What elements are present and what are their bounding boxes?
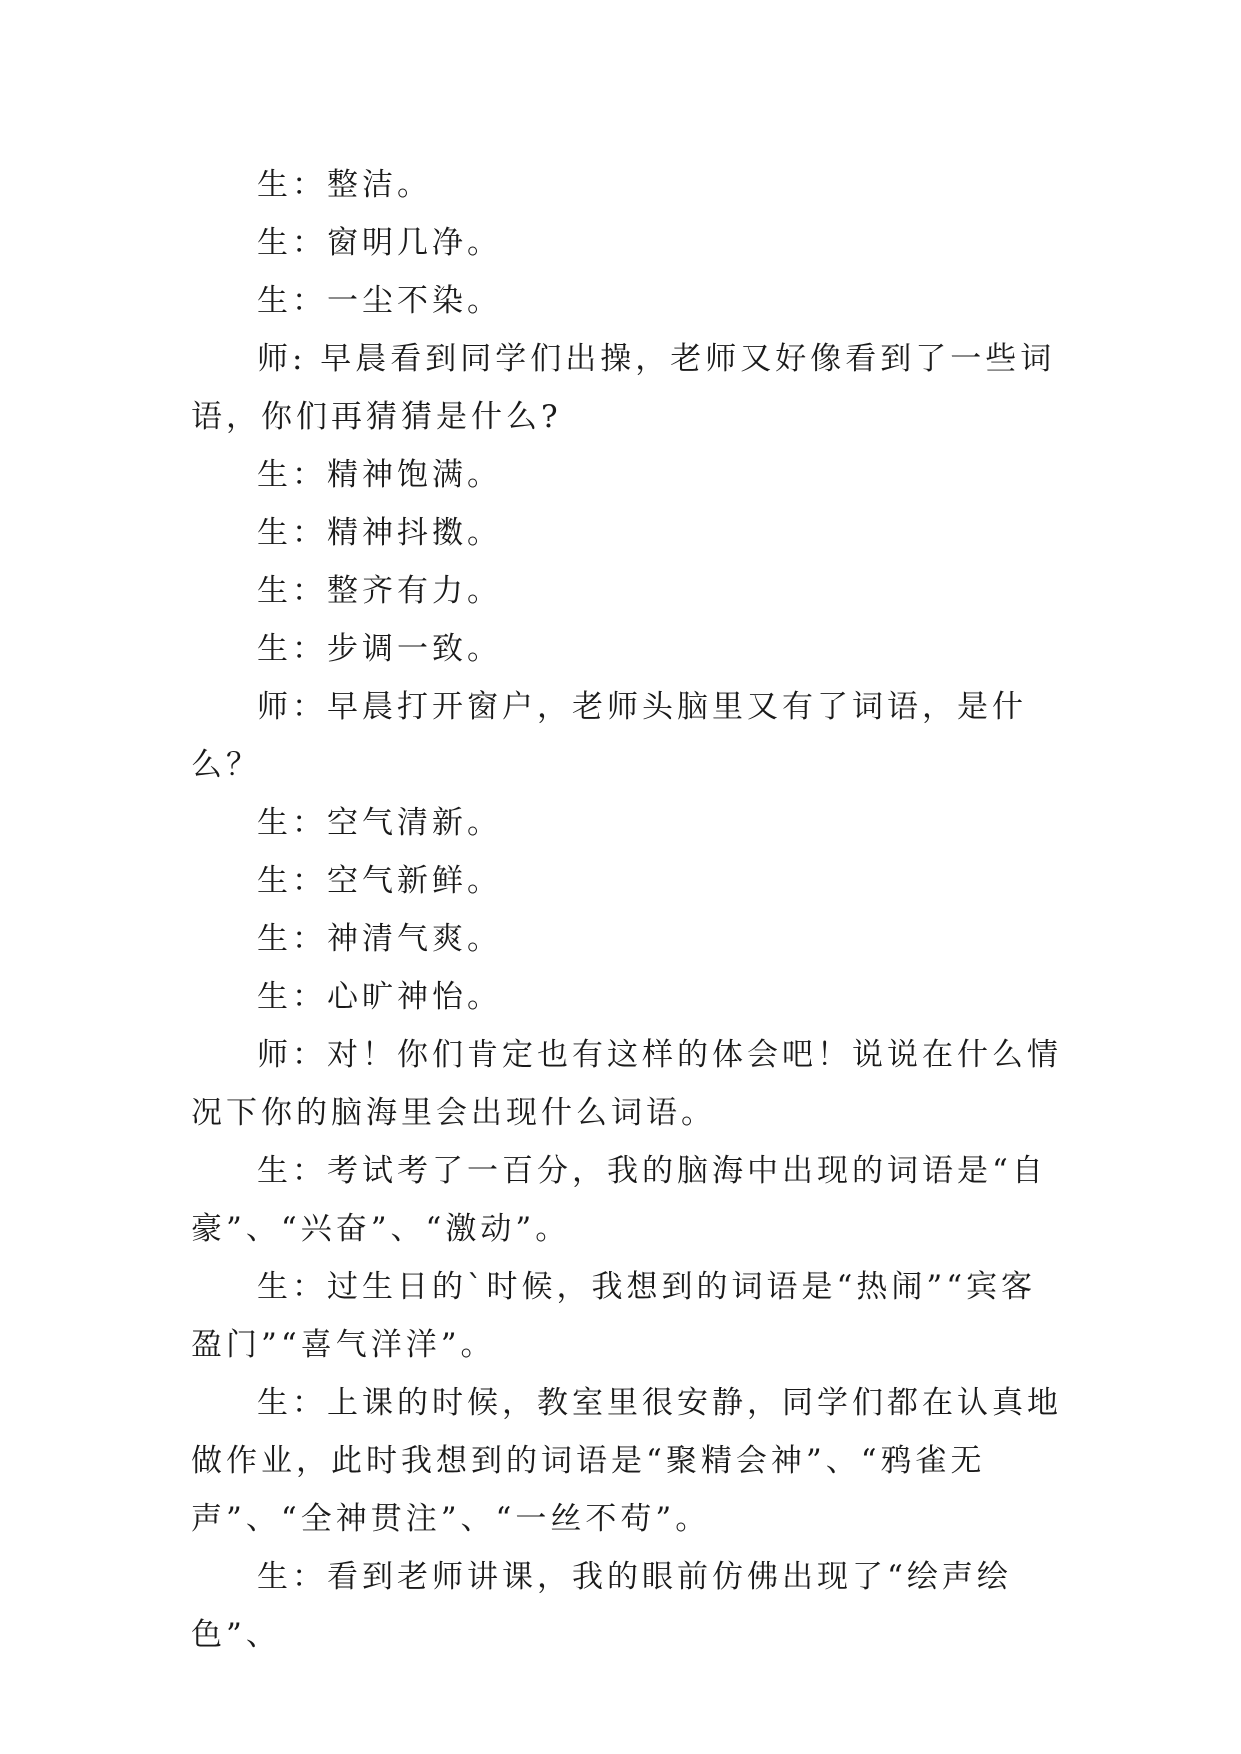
paragraph: 师：早晨打开窗户，老师头脑里又有了词语，是什么？ <box>191 689 1027 783</box>
paragraph: 生：考试考了一百分，我的脑海中出现的词语是“自豪”、“兴奋”、“激动”。 <box>191 1153 1047 1247</box>
paragraph: 生：精神抖擞。 <box>257 515 502 551</box>
paragraph: 生：整齐有力。 <box>257 573 502 609</box>
paragraph: 生：心旷神怡。 <box>257 979 502 1015</box>
paragraph: 生：过生日的`时候，我想到的词语是“热闹”“宾客盈门”“喜气洋洋”。 <box>191 1269 1037 1363</box>
paragraph: 生：神清气爽。 <box>257 921 502 957</box>
paragraph: 师：对！你们肯定也有这样的体会吧！说说在什么情况下你的脑海里会出现什么词语。 <box>191 1037 1062 1131</box>
paragraph: 生：整洁。 <box>257 167 432 203</box>
paragraph: 师: 早晨看到同学们出操，老师又好像看到了一些词语，你们再猜猜是什么? <box>191 341 1056 435</box>
paragraph: 生：步调一致。 <box>257 631 502 667</box>
paragraph: 生：窗明几净。 <box>257 225 502 261</box>
paragraph: 生：空气清新。 <box>257 805 502 841</box>
paragraph: 生：精神饱满。 <box>257 457 502 493</box>
paragraph: 生：空气新鲜。 <box>257 863 502 899</box>
paragraph: 生：上课的时候，教室里很安静，同学们都在认真地做作业，此时我想到的词语是“聚精会神”、“鸦雀无声”、“全神贯注”、“一丝不苟”。 <box>191 1385 1062 1537</box>
paragraph: 生：看到老师讲课，我的眼前仿佛出现了“绘声绘色”、 <box>191 1559 1012 1653</box>
document-body <box>191 156 1071 1664</box>
paragraph: 生：一尘不染。 <box>257 283 502 319</box>
